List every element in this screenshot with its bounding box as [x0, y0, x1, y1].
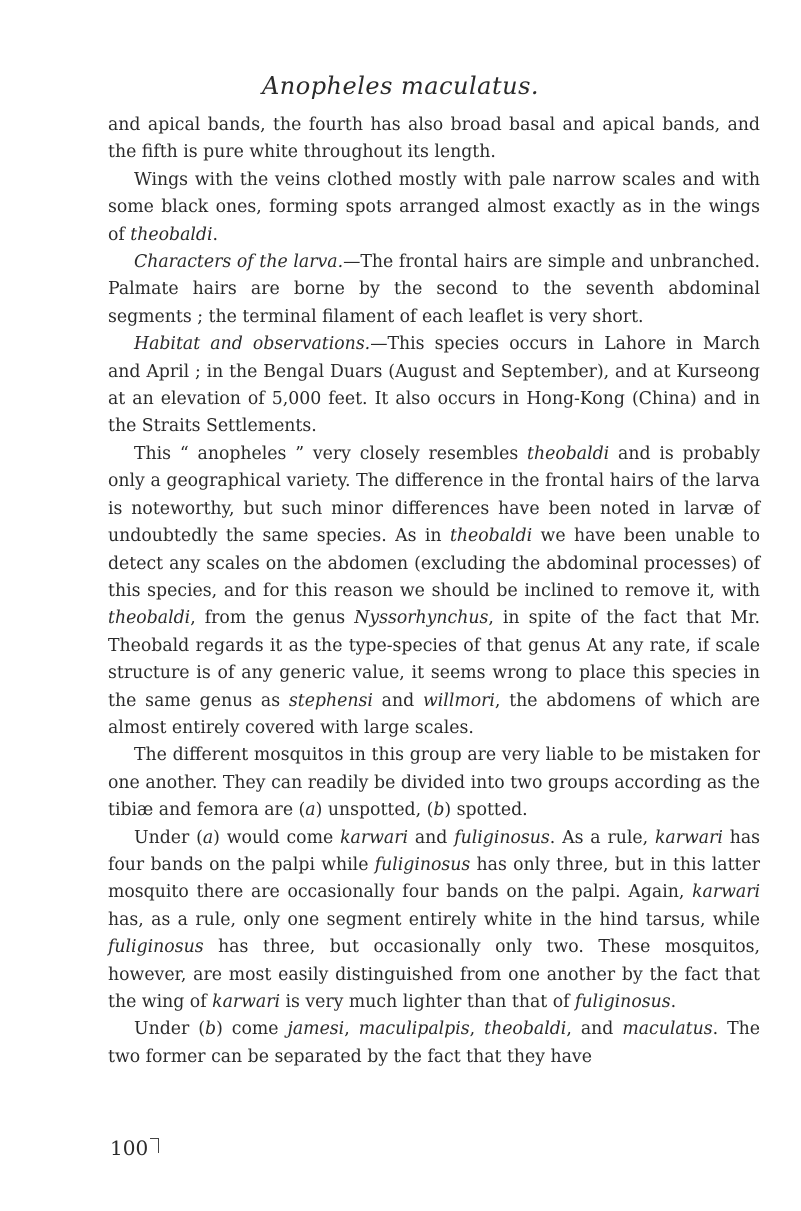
paragraph-wings: Wings with the veins clothed mostly with pale narrow scales and with some black ones, forming spots arranged almost exactly as in the wings of theobaldi. [108, 169, 760, 245]
paragraph-groups: The different mosquitos in this group are very liable to be mistaken for one another. They can readily be divided into two groups according as the tibiæ and femora are (a) unspotted, (b) spotted. [108, 745, 760, 821]
page-number: 100 [110, 1136, 159, 1160]
paragraph-habitat: Habitat and observations.—This species occurs in Lahore in March and April ; in the Bengal Duars (August and September), and at Kurseong at an elevation of 5,000 feet. It also occurs in Hong-Kong (China) and in the Straits Settlements. [108, 334, 760, 437]
page-corner-mark [150, 1138, 159, 1153]
paragraph-larva: Characters of the larva.—The frontal hairs are simple and unbranched. Palmate hairs are borne by the second to the seventh abdominal segments ; the terminal filament of each leaflet is very short. [108, 252, 760, 327]
section-heading-larva: Characters of the larva. [134, 252, 344, 273]
body-text [108, 112, 760, 1071]
running-title: Anopheles maculatus. [261, 72, 540, 100]
paragraph-group-a: Under (a) would come karwari and fuliginosus. As a rule, karwari has four bands on the palpi while fuliginosus has only three, but in this latter mosquito there are occasionally four bands on the palpi. Again, karwari has, as a rule, only one segment entirely white in the hind tarsus, while fuliginosus has three, but occasionally only two. These mosquitos, however, are most easily distinguished from one another by the fact that the wing of karwari is very much lighter than that of fuliginosus. [108, 827, 761, 1012]
paragraph-observations: This “ anopheles ” very closely resembles theobaldi and is probably only a geographical variety. The difference in the frontal hairs of the larva is noteworthy, but such minor differences have been noted in larvæ of undoubtedly the same species. As in theobaldi we have been unable to detect any scales on the abdomen (excluding the abdominal processes) of this species, and for this reason we should be inclined to remove it, with theobaldi, from the genus Nyssorhynchus, in spite of the fact that Mr. Theobald regards it as the type-species of that genus At any rate, if scale structure is of any generic value, it seems wrong to place this species in the same genus as stephensi and willmori, the abdomens of which are almost entirely covered with large scales. [108, 443, 761, 738]
section-heading-habitat: Habitat and observations. [134, 334, 371, 355]
paragraph-group-b: Under (b) come jamesi, maculipalpis, theobaldi, and maculatus. The two former can be separated by the fact that they have [108, 1019, 760, 1067]
paragraph-continuation: and apical bands, the fourth has also broad basal and apical bands, and the fifth is pure white throughout its length. [108, 115, 760, 163]
